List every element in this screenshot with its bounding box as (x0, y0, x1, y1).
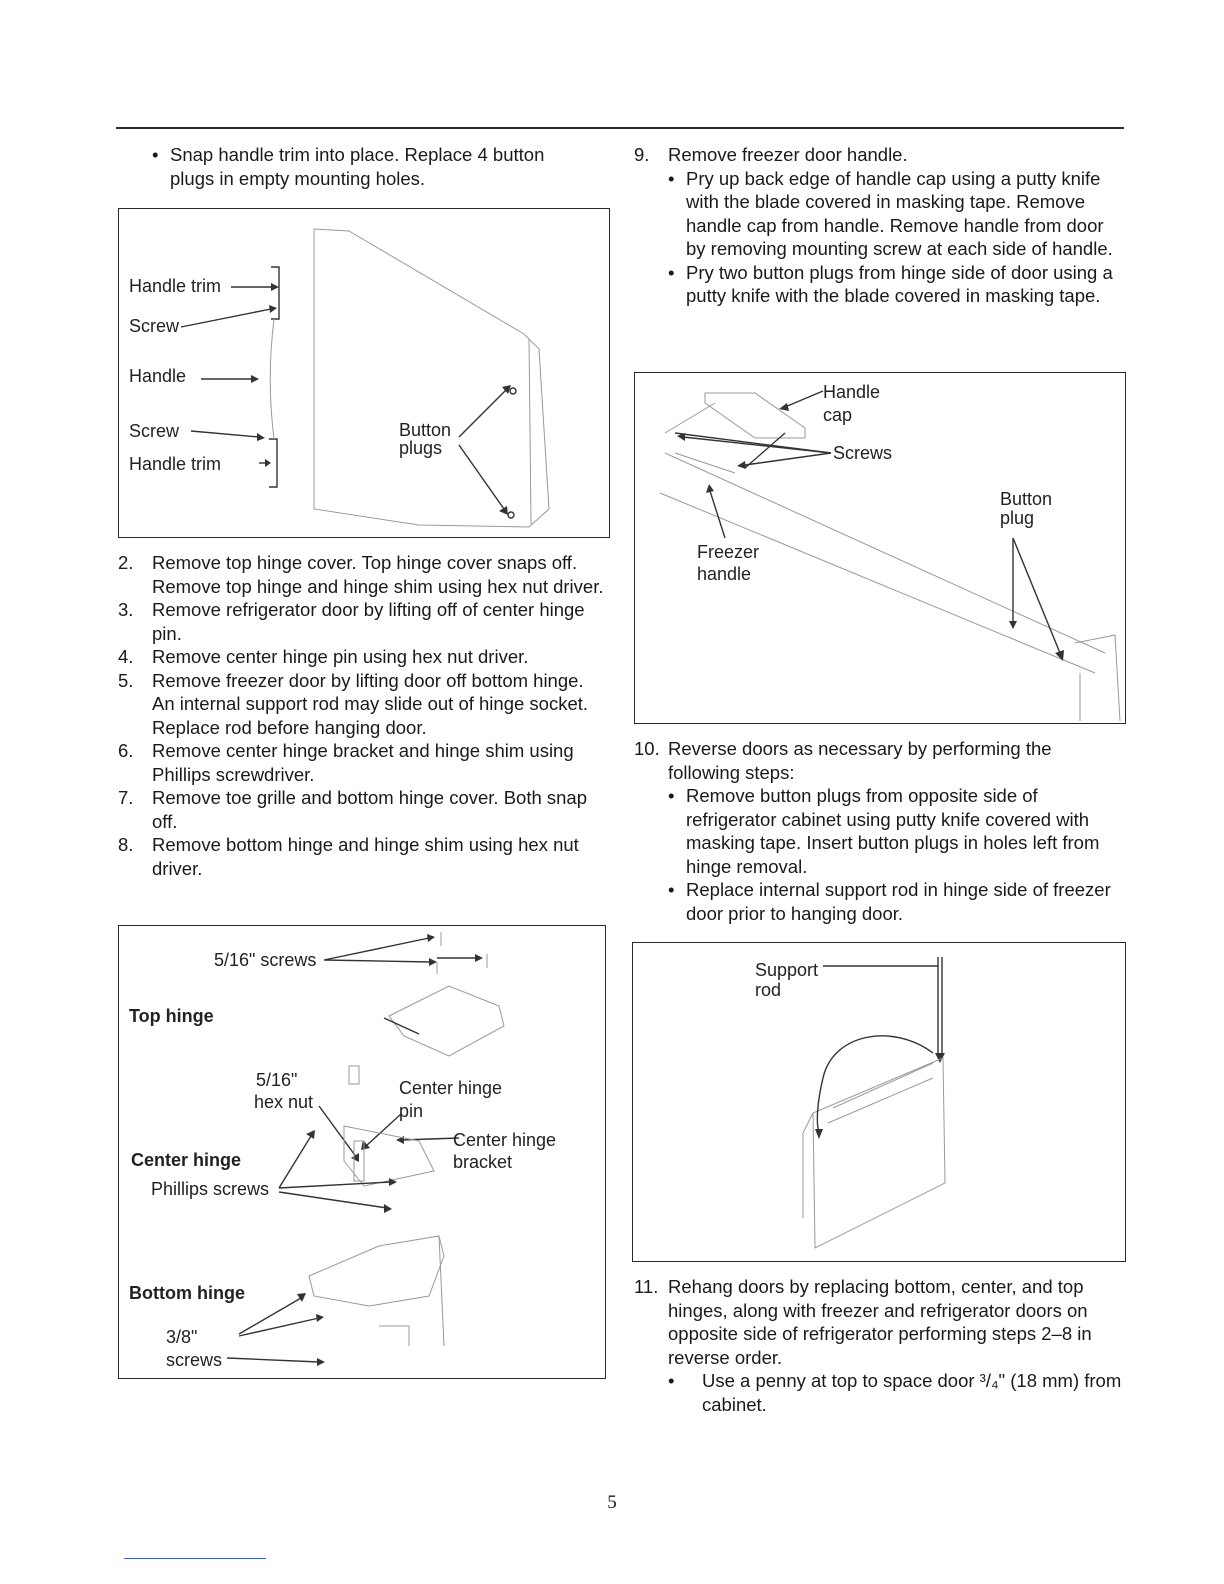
step-10: 10. Reverse doors as necessary by performing the following steps: • Remove button plugs from opposite side of refrigerator cabinet using putty knife covered with masking tape. Insert button plugs in holes left from hinge removal. • Replace internal support rod in hinge side of freezer door prior to hanging door. (634, 737, 1126, 925)
label-support: Support (755, 960, 819, 980)
handle-trim-illustration (119, 209, 609, 537)
label-handle: Handle (129, 366, 187, 386)
label-rod: rod (755, 980, 782, 1000)
step-9-bullet-2: • Pry two button plugs from hinge side of door using a putty knife with the blade covered in masking tape. (668, 261, 1126, 308)
step-9-bullet-1: • Pry up back edge of handle cap using a putty knife with the blade covered in masking tape. Remove handle cap from handle. Remove handle from door by removing mounting screw at each side of handle. (668, 167, 1126, 261)
label-5-16-screws: 5/16" screws (214, 950, 317, 970)
label-center-hinge-pin-1: Center hinge (399, 1078, 503, 1098)
figure-support-rod (632, 942, 1126, 1262)
label-plugs: plugs (399, 438, 443, 458)
steps-2-8 (118, 551, 608, 880)
intro-bullet (152, 143, 582, 190)
label-center-hinge-bracket-1: Center hinge (453, 1130, 557, 1150)
label-button: Button (1000, 489, 1053, 509)
figure-hinges (118, 925, 606, 1379)
step-9: 9. Remove freezer door handle. • Pry up back edge of handle cap using a putty knife with the blade covered in masking tape. Remove handle cap from handle. Remove handle from door by removing mounting screw at each side of handle. • Pry two button plugs from hinge side of door using a putty knife with the blade covered in masking tape. (634, 143, 1126, 308)
label-freezer-handle: handle (697, 564, 752, 584)
top-rule (116, 127, 1124, 129)
step-7: 7. Remove toe grille and bottom hinge cover. Both snap off. (118, 787, 588, 832)
label-center-hinge-bracket-2: bracket (453, 1152, 513, 1172)
step-3: 3. Remove refrigerator door by lifting off of center hinge pin. (118, 599, 585, 644)
label-bottom-hinge: Bottom hinge (129, 1283, 245, 1303)
step-8: 8. Remove bottom hinge and hinge shim using hex nut driver. (118, 834, 579, 879)
step-5: 5. Remove freezer door by lifting door off bottom hinge. An internal support rod may slide out of hinge socket. Replace rod before hanging door. (118, 669, 589, 738)
step-10-bullet-1: • Remove button plugs from opposite side of refrigerator cabinet using putty knife covered with masking tape. Insert button plugs in holes left from hinge removal. (668, 784, 1126, 878)
label-hex-nut: hex nut (254, 1092, 314, 1112)
label-hex-5-16: 5/16" (256, 1070, 298, 1090)
step-4: 4. Remove center hinge pin using hex nut driver. (118, 646, 529, 667)
label-phillips-screws: Phillips screws (151, 1179, 270, 1199)
label-handle-cap-1: Handle (823, 382, 881, 402)
label-handle-cap-2: cap (823, 405, 853, 425)
figure-handle-trim (118, 208, 610, 538)
label-plug: plug (1000, 508, 1035, 528)
label-screws: Screws (833, 443, 893, 463)
label-3-8-screws: screws (166, 1350, 223, 1370)
bullet-item: • Snap handle trim into place. Replace 4 button plugs in empty mounting holes. (152, 143, 582, 190)
step-11: 11. Rehang doors by replacing bottom, center, and top hinges, along with freezer and refrigerator doors on opposite side of refrigerator performing steps 2–8 in reverse order. • Use a penny at top to space door ³/₄" (18 mm) from cabinet. (634, 1275, 1126, 1416)
label-3-8: 3/8" (166, 1327, 198, 1347)
support-rod-illustration (633, 943, 1125, 1261)
label-center-hinge-pin-2: pin (399, 1101, 424, 1121)
page-number: 5 (607, 1492, 617, 1513)
step-2: 2. Remove top hinge cover. Top hinge cover snaps off. Remove top hinge and hinge shim using hex nut driver. (118, 552, 604, 597)
step-11-bullet-1: • Use a penny at top to space door ³/₄" (18 mm) from cabinet. (668, 1369, 1126, 1416)
step-6: 6. Remove center hinge bracket and hinge shim using Phillips screwdriver. (118, 740, 574, 785)
label-handle-trim-bottom: Handle trim (129, 454, 222, 474)
label-freezer: Freezer (697, 542, 760, 562)
label-screw-bottom: Screw (129, 421, 180, 441)
footnote-rule (124, 1558, 266, 1559)
figure-freezer-handle (634, 372, 1126, 724)
label-button: Button (399, 420, 452, 440)
label-screw-top: Screw (129, 316, 180, 336)
label-center-hinge: Center hinge (131, 1150, 242, 1170)
label-handle-trim-top: Handle trim (129, 276, 222, 296)
step-10-bullet-2: • Replace internal support rod in hinge side of freezer door prior to hanging door. (668, 878, 1126, 925)
label-top-hinge: Top hinge (129, 1006, 214, 1026)
